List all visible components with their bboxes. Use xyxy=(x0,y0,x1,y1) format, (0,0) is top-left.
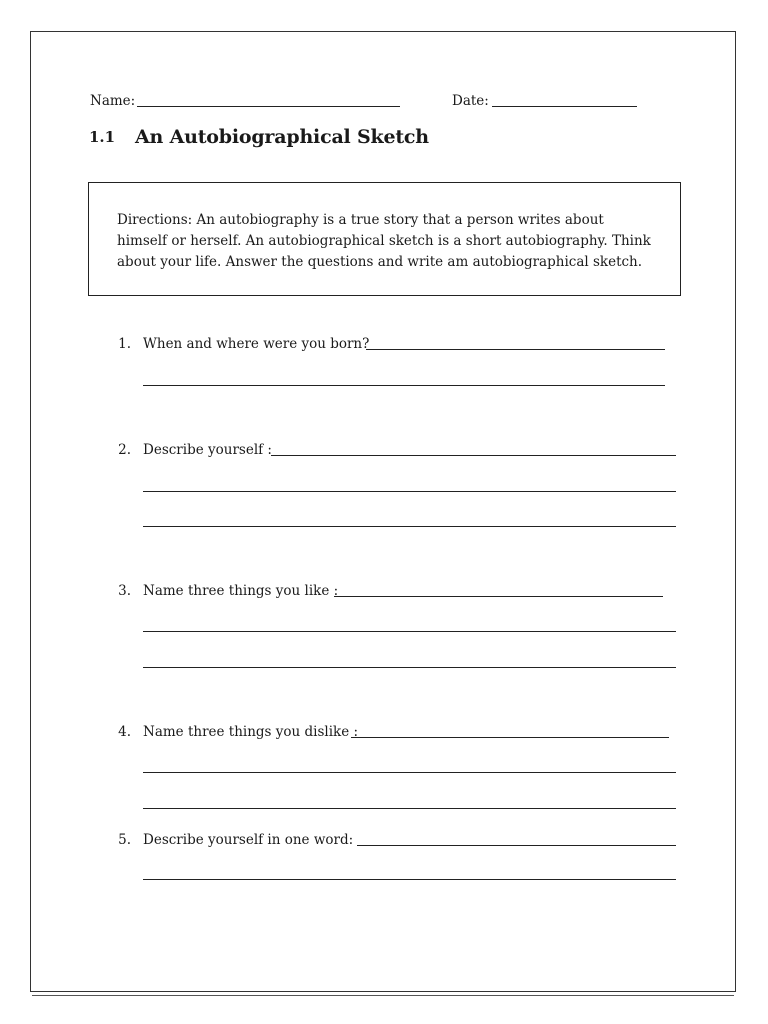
question-5-number: 5. xyxy=(118,832,131,848)
answer-2-line-3[interactable] xyxy=(143,526,676,527)
question-5-text: Describe yourself in one word: xyxy=(143,832,354,848)
answer-1-line-2[interactable] xyxy=(143,385,665,386)
question-2-number: 2. xyxy=(118,442,131,458)
answer-3-line-1[interactable] xyxy=(334,596,663,597)
answer-4-line-2[interactable] xyxy=(143,772,676,773)
directions-box xyxy=(88,182,681,296)
answer-3-line-3[interactable] xyxy=(143,667,676,668)
answer-4-line-1[interactable] xyxy=(351,737,669,738)
page-border xyxy=(30,31,736,992)
date-field[interactable] xyxy=(492,106,637,107)
question-3-number: 3. xyxy=(118,583,131,599)
question-4-text: Name three things you dislike : xyxy=(143,724,359,740)
page-title: An Autobiographical Sketch xyxy=(135,126,429,148)
answer-2-line-2[interactable] xyxy=(143,491,676,492)
question-1-text: When and where were you born? xyxy=(143,336,370,352)
question-2-text: Describe yourself : xyxy=(143,442,272,458)
answer-5-line-1[interactable] xyxy=(357,845,676,846)
directions-text: Directions: An autobiography is a true story that a person writes about himself or herself. An autobiographical sketch is a short autobiography. Think about your life. Answer the questions and write am autobiographical sketch. xyxy=(117,212,651,270)
answer-2-line-1[interactable] xyxy=(271,455,676,456)
question-4-number: 4. xyxy=(118,724,131,740)
question-3-text: Name three things you like : xyxy=(143,583,339,599)
answer-1-line-1[interactable] xyxy=(366,349,665,350)
answer-4-line-3[interactable] xyxy=(143,808,676,809)
name-field[interactable] xyxy=(137,106,400,107)
answer-3-line-2[interactable] xyxy=(143,631,676,632)
date-label: Date: xyxy=(452,93,489,109)
question-1-number: 1. xyxy=(118,336,131,352)
section-number: 1.1 xyxy=(89,128,116,146)
answer-5-line-2[interactable] xyxy=(143,879,676,880)
name-label: Name: xyxy=(90,93,136,109)
